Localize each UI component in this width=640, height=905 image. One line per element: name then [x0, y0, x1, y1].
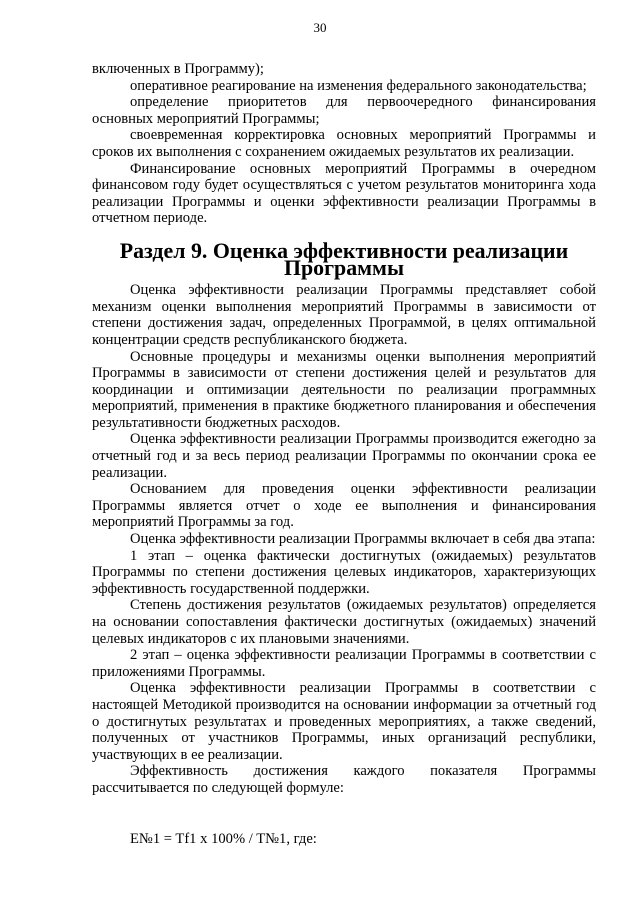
section-title: Раздел 9. Оценка эффективности реализации Программы [119, 237, 569, 280]
paragraph: Степень достижения результатов (ожидаемых результатов) определяется на основании сопоставления фактически достигнутых (ожидаемых) значений целевых индикаторов с их плановыми значениями. [92, 597, 596, 647]
page-body [92, 61, 596, 847]
paragraph: определение приоритетов для первоочередного финансирования основных мероприятий Программы; [92, 94, 596, 127]
section-paragraphs [92, 282, 596, 796]
page-number: 30 [313, 20, 327, 35]
formula: E№1 = Tf1 x 100% / T№1, где: [130, 830, 317, 847]
paragraph: оперативное реагирование на изменения федерального законодательства; [130, 77, 587, 94]
paragraph: Основанием для проведения оценки эффективности реализации Программы является отчет о ходе ее выполнения и финансирования мероприятий Программы за год. [92, 481, 596, 531]
paragraph: Основные процедуры и механизмы оценки выполнения мероприятий Программы в зависимости от степени достижения целей и результатов для координации и оптимизации деятельности по реализации программных мероприятий, применения в практике бюджетного планирования и обеспечения результативности бюджетных расходов. [92, 348, 596, 431]
top-paragraphs [92, 61, 596, 227]
paragraph: 1 этап – оценка фактически достигнутых (ожидаемых) результатов Программы по степени достижения целевых индикаторов, характеризующих эффективность государственной поддержки. [92, 547, 596, 597]
paragraph: Оценка эффективности реализации Программы включает в себя два этапа: [130, 531, 596, 548]
paragraph: Эффективность достижения каждого показателя Программы рассчитывается по следующей формуле: [92, 763, 596, 796]
paragraph: включенных в Программу); [92, 61, 264, 77]
paragraph: Оценка эффективности реализации Программы представляет собой механизм оценки выполнения мероприятий Программы в зависимости от степени достижения задач, определенных Программой, в целях оптимальной концентрации средств республиканского бюджета. [92, 282, 596, 348]
paragraph: Оценка эффективности реализации Программы производится ежегодно за отчетный год и за весь период реализации Программы по окончании срока ее реализации. [92, 431, 596, 481]
paragraph: Оценка эффективности реализации Программы в соответствии с настоящей Методикой производится на основании информации за отчетный год о достигнутых результатах и проведенных мероприятиях, а также сведений, полученных от участников Программы, иных организаций республики, участвующих в ее реализации. [92, 680, 596, 763]
paragraph: Финансирование основных мероприятий Программы в очередном финансовом году будет осуществляться с учетом результатов мониторинга хода реализации Программы и оценки эффективности реализации Программы в отчетном периоде. [92, 160, 596, 227]
paragraph: 2 этап – оценка эффективности реализации Программы в соответствии с приложениями Программы. [92, 647, 596, 680]
paragraph: своевременная корректировка основных мероприятий Программы и сроков их выполнения с сохранением ожидаемых результатов их реализации. [92, 127, 596, 160]
